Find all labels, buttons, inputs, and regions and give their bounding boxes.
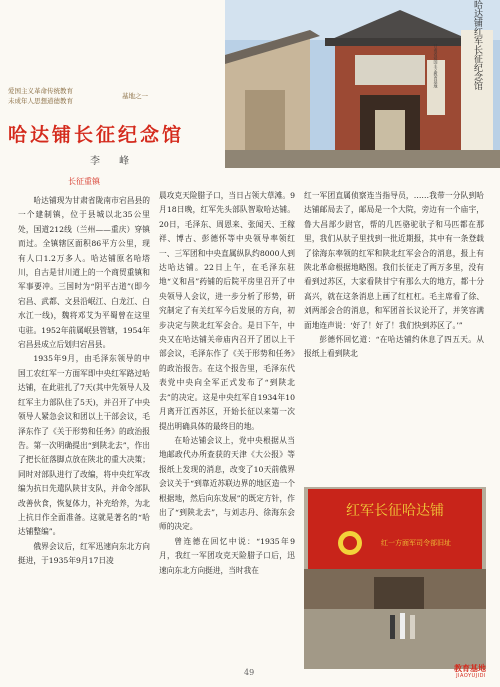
tag-line-2: 未成年人思想道德教育 [8,97,73,105]
logo-en: JIAOYUJIDI [456,673,486,679]
banner-photo-illustration [304,487,486,669]
red-army-banner-photo [304,487,486,669]
paragraph: 晨攻克天险腊子口，当日占领大草滩。9月18日晚，红军先头部队智取哈达铺。20日，毛泽东、周恩来、张闻天、王稼祥、博古、彭德怀等中央领导率领红一、三军团和中央直属纵队约8000人到达哈达铺。22日上午，在毛泽东驻地“义和昌”药铺的后院平房里召开了中央领导人会议，进一步分析了形势，研究制定了有关红军今后发展的方向，初步决定与陕北红军会合。是日下午，中央又在哈达铺关帝庙内召开了团以上干部会议，毛泽东作了《关于形势和任务》的政治报告。在这个报告里，毛泽东代表党中央向全军正式发布了“到陕北去”的决定。这是中央红军自1934年10月离开江西苏区，开始长征以来第一次提出明确具体的最终目的地。 [159,191,295,431]
text-column-3 [304,189,484,362]
magazine-logo [454,664,486,679]
memorial-gate-illustration [225,0,500,168]
paragraph: 曾连德在回忆中说：“1935年9月，我红一军团攻克天险腊子口后，迅速向东北方向挺进，当时我在 [159,536,295,575]
tag-line-1: 爱国主义革命传统教育 [8,87,73,95]
section-heading: 长征重镇 [68,177,100,186]
gate-sign-text: 哈达铺红军长征纪念馆 [472,0,482,90]
text-column-1 [18,194,150,569]
paragraph: 1935年9月，由毛泽东领导的中国工农红军一方面军即中央红军路过哈达铺，在此驻扎了7天(其中先领导人及红军主力部队住了5天)，并召开了中央领导人紧急会议和团以上干部会议，毛泽东作了《关于形势和任务》的政治报告。第一次明确提出“到陕北去”，作出了把长征落脚点放在陕北的重大决策；同时对部队进行了改编，将中央红军改编为抗日先遣队陕甘支队，并命令部队改善伙食，恢复体力，补充给养，为北上抗日作全面准备。这就是著名的“哈达铺整编”。 [18,354,150,537]
gate-small-sign-text: 甘肃省爱国主义教育基地 [433,44,439,88]
article-title: 哈达铺长征纪念馆 [8,124,185,146]
memorial-gate-photo [225,0,500,168]
tag-side-label: 基地之一 [122,92,148,100]
page-number: 49 [244,668,255,677]
sub-banner-text: 红一方面军司令部旧址 [381,539,451,547]
text-column-2 [159,189,295,578]
article-author: 李 峰 [90,156,138,167]
logo-cn: 教育基地 [454,664,486,673]
paragraph: 哈达铺现为甘肃省陇南市宕昌县的一个建制镇，位于县城以北35公里处，国道212线（兰州——重庆）穿镇而过。全镇辖区面积86平方公里，现有人口1.2万多人。哈达铺原名哈塔川，自古是甘川道上的一个商贸重镇和军事要冲。三国时为“阴平古道”(即今宕昌、武都、文县沿岷江、白龙江、白水江一线)，魏将邓艾为平蜀曾在这里屯驻。1952年前属岷县管辖，1954年宕昌县成立后划归宕昌县。 [18,196,150,350]
paragraph: 俄界会议后，红军迅速向东北方向挺进，于1935年9月17日凌 [18,541,150,566]
paragraph: 在哈达铺会议上，党中央根据从当地邮政代办所查获的天津《大公报》等报纸上发现的消息，改变了10天前俄界会议关于“到靠近苏联边界的地区造一个根据地，然后向东发展”的既定方针，作出了“到陕北去”，与刘志丹、徐海东会师的决定。 [159,435,295,532]
paragraph: 红一军团直属侦察连当指导员，……我带一分队到哈达铺邮局去了，邮局是一个大院，旁边有一个庙宇，鲁大昌部少尉官，帮的几匹骆驼驮子和马匹都在那里，我们从驮子里找到一批近期报，其中有一条登载了徐海东率领的红军和陕北红军会合的消息，报上有陕北革命根据地略图。我们长征走了两万多里，没有看到过苏区，大家看陕甘宁有那么大的地方，都十分高兴，就在这条消息上画了红杠杠。毛主席看了徐、刘两部会合的消息，和军团首长议论开了，并笑容满面地连声说：‘好了！好了！我们快到苏区了。’” [304,191,484,330]
banner-text: 红军长征哈达铺 [346,503,444,519]
header-tags [8,86,223,106]
paragraph: 彭德怀回忆道：“在哈达铺约休息了四五天。从报纸上看到陕北 [304,335,484,359]
